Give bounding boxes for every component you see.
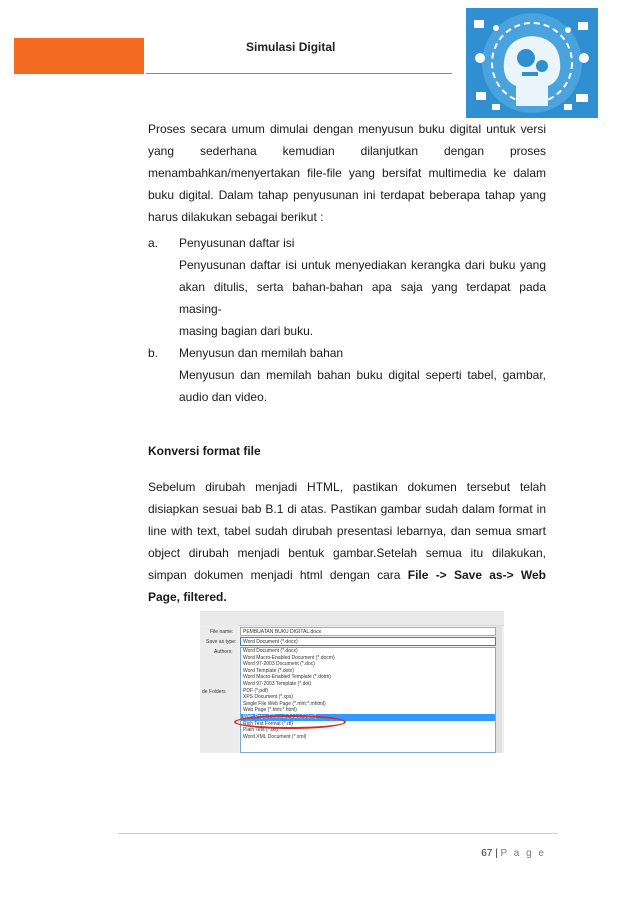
menu-path-text: File -> Save as-> Web [407,568,546,582]
conversion-text: simpan dokumen menjadi html dengan cara [148,568,408,582]
save-as-type-label: Save as type: [206,639,237,645]
conversion-line: line with text, tabel sudah dirubah presentasi lebarnya, dan semua smart [148,524,546,538]
dropdown-option[interactable]: Word 97-2003 Document (*.doc) [243,661,315,668]
intro-line: yang sederhana kemudian dilanjutkan dengan proses [148,144,546,158]
conversion-line [148,564,546,586]
conversion-line: disiapkan sesuai bab B.1 di atas. Pastikan gambar sudah dalam format in [148,502,546,516]
dropdown-option[interactable]: Plain Text (*.txt) [243,727,278,734]
intro-paragraph [148,118,546,228]
dialog-scrollbar[interactable] [496,625,502,753]
highlight-ellipse [234,715,346,729]
file-name-field[interactable]: PEMBUATAN BUKU DIGITAL.docx [240,627,496,636]
dropdown-option[interactable]: Word Macro-Enabled Template (*.dotm) [243,674,331,681]
menu-path-text: Page, filtered. [148,590,227,604]
page-footer [0,848,546,859]
authors-label: Authors: [214,649,233,655]
dropdown-option[interactable]: Word Template (*.dotx) [243,667,294,674]
dropdown-option[interactable]: Word Document (*.docx) [243,648,298,654]
intro-line: menambahkan/menyertakan file-file yang bersifat multimedia ke dalam [148,166,546,180]
footer-divider [118,833,558,834]
dropdown-option[interactable]: Web Page (*.htm;*.html) [243,707,297,714]
dropdown-option-selected[interactable]: Web Page, Filtered (*.htm;*.html) [241,714,495,721]
list-line: masing bagian dari buku. [179,324,314,338]
page-word: P a g e [500,848,546,859]
footer-separator: | [495,848,498,859]
list-letter: a. [148,236,159,250]
dropdown-option[interactable]: XPS Document (*.xps) [243,694,294,701]
dropdown-option[interactable]: Word 97-2003 Template (*.dot) [243,680,312,687]
conversion-line: Sebelum dirubah menjadi HTML, pastikan dokumen tersebut telah [148,480,546,494]
conversion-line: object dirubah menjadi bentuk gambar.Setelah semua itu dilakukan, [148,546,546,560]
list-line: audio dan video. [179,390,268,404]
section-heading: Konversi format file [148,444,261,458]
file-name-label: File name: [210,629,234,635]
list-letter: b. [148,346,159,360]
list-item-title: Penyusunan daftar isi [179,236,295,250]
header-divider [146,73,452,74]
dropdown-option[interactable]: PDF (*.pdf) [243,687,269,694]
page-number: 67 [481,848,493,859]
dropdown-option[interactable]: Rich Text Format (*.rtf) [243,720,294,727]
dialog-top-strip [200,611,504,626]
intro-line: buku digital. Dalam tahap penyusunan ini terdapat beberapa tahap yang [148,188,546,202]
header-orange-bar [14,38,144,74]
conversion-paragraph [148,476,546,608]
list-line: akan ditulis, serta bahan-bahan apa saja yang terdapat pada masing- [179,280,546,316]
dropdown-option[interactable]: Word XML Document (*.xml) [243,733,307,740]
list-item-title: Menyusun dan memilah bahan [179,346,344,360]
header-title: Simulasi Digital [246,40,336,54]
save-as-type-select[interactable]: Word Document (*.docx) [240,637,496,646]
intro-line: Proses secara umum dimulai dengan menyusun buku digital untuk versi [148,122,546,136]
list-line: Menyusun dan memilah bahan buku digital seperti tabel, gambar, [179,368,546,382]
intro-line: harus dilakukan sebagai berikut : [148,210,324,224]
header-tech-head-icon [466,8,598,118]
steps-list [148,232,546,408]
save-dialog-screenshot [200,611,504,753]
list-item-b [148,342,546,364]
dropdown-option[interactable]: Word Macro-Enabled Document (*.docm) [243,654,335,661]
save-as-type-dropdown[interactable] [240,647,496,753]
list-item-body [148,364,546,408]
list-line: Penyusunan daftar isi untuk menyediakan kerangka dari buku yang [179,258,546,272]
dropdown-option[interactable]: Single File Web Page (*.mht;*.mhtml) [243,700,326,707]
list-item-body [148,254,546,342]
folders-label: de Folders [202,689,226,695]
list-item-a [148,232,546,254]
